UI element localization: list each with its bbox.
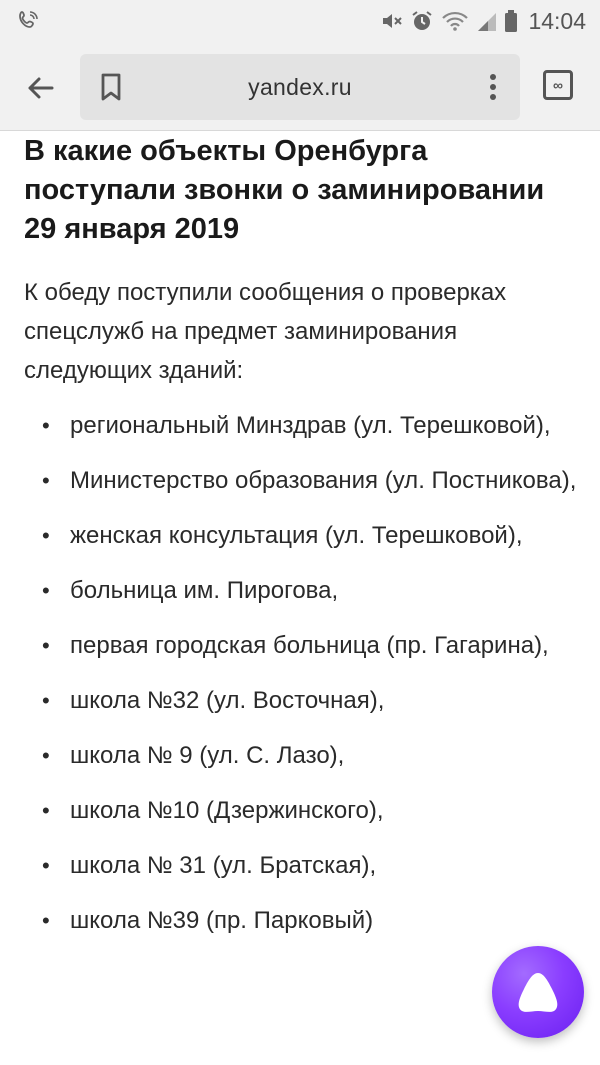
address-bar[interactable] bbox=[80, 54, 520, 120]
bullet: • bbox=[42, 413, 50, 438]
bookmark-icon bbox=[98, 72, 124, 102]
wifi-call-icon bbox=[16, 9, 40, 33]
bullet: • bbox=[42, 853, 50, 878]
bullet: • bbox=[42, 908, 50, 933]
list-item-text: школа № 9 (ул. С. Лазо), bbox=[70, 742, 345, 769]
article-lead: К обеду поступили сообщения о проверках спецслужб на предмет заминирования следующих зданий: bbox=[24, 279, 507, 384]
browser-toolbar bbox=[0, 44, 600, 131]
tabs-button[interactable] bbox=[543, 70, 573, 100]
list-item-text: больница им. Пирогова, bbox=[70, 577, 339, 604]
back-button[interactable] bbox=[20, 68, 60, 108]
list-item bbox=[24, 846, 584, 885]
more-vertical-icon bbox=[489, 72, 497, 102]
alice-icon bbox=[513, 969, 563, 1015]
list-item-text: Министерство образования (ул. Постникова), bbox=[70, 467, 577, 494]
status-icons bbox=[380, 6, 586, 36]
status-time: 14:04 bbox=[528, 7, 586, 34]
list-item bbox=[24, 461, 584, 500]
list-item-text: школа №39 (пр. Парковый) bbox=[70, 907, 374, 934]
battery-icon bbox=[504, 9, 518, 33]
list-item bbox=[24, 681, 584, 720]
building-list bbox=[24, 406, 584, 940]
bullet: • bbox=[42, 688, 50, 713]
alice-assistant-button[interactable] bbox=[492, 946, 584, 1038]
article-title: В какие объекты Оренбурга поступали звонки о заминировании 29 января 2019 bbox=[24, 135, 545, 245]
list-item bbox=[24, 736, 584, 775]
more-menu-button[interactable] bbox=[478, 70, 508, 104]
bullet: • bbox=[42, 468, 50, 493]
list-item bbox=[24, 626, 584, 665]
bullet: • bbox=[42, 743, 50, 768]
bookmark-button[interactable] bbox=[94, 70, 128, 104]
list-item-text: первая городская больница (пр. Гагарина), bbox=[70, 632, 549, 659]
signal-icon bbox=[476, 9, 498, 33]
list-item-text: региональный Минздрав (ул. Терешковой), bbox=[70, 412, 551, 439]
alarm-icon bbox=[410, 9, 434, 33]
list-item bbox=[24, 516, 584, 555]
list-item-text: школа №32 (ул. Восточная), bbox=[70, 687, 385, 714]
list-item bbox=[24, 791, 584, 830]
list-item-text: школа № 31 (ул. Братская), bbox=[70, 852, 377, 879]
tabs-icon: ∞ bbox=[553, 77, 563, 93]
bullet: • bbox=[42, 578, 50, 603]
list-item bbox=[24, 571, 584, 610]
wifi-icon bbox=[440, 9, 470, 33]
list-item bbox=[24, 406, 584, 445]
article bbox=[24, 130, 584, 956]
list-item-text: женская консультация (ул. Терешковой), bbox=[70, 522, 523, 549]
status-bar bbox=[0, 0, 600, 44]
bullet: • bbox=[42, 798, 50, 823]
url-text[interactable]: yandex.ru bbox=[248, 74, 352, 100]
back-arrow-icon bbox=[24, 72, 56, 104]
bullet: • bbox=[42, 633, 50, 658]
bullet: • bbox=[42, 523, 50, 548]
list-item bbox=[24, 901, 584, 940]
list-item-text: школа №10 (Дзержинского), bbox=[70, 797, 384, 824]
mute-icon bbox=[380, 9, 404, 33]
